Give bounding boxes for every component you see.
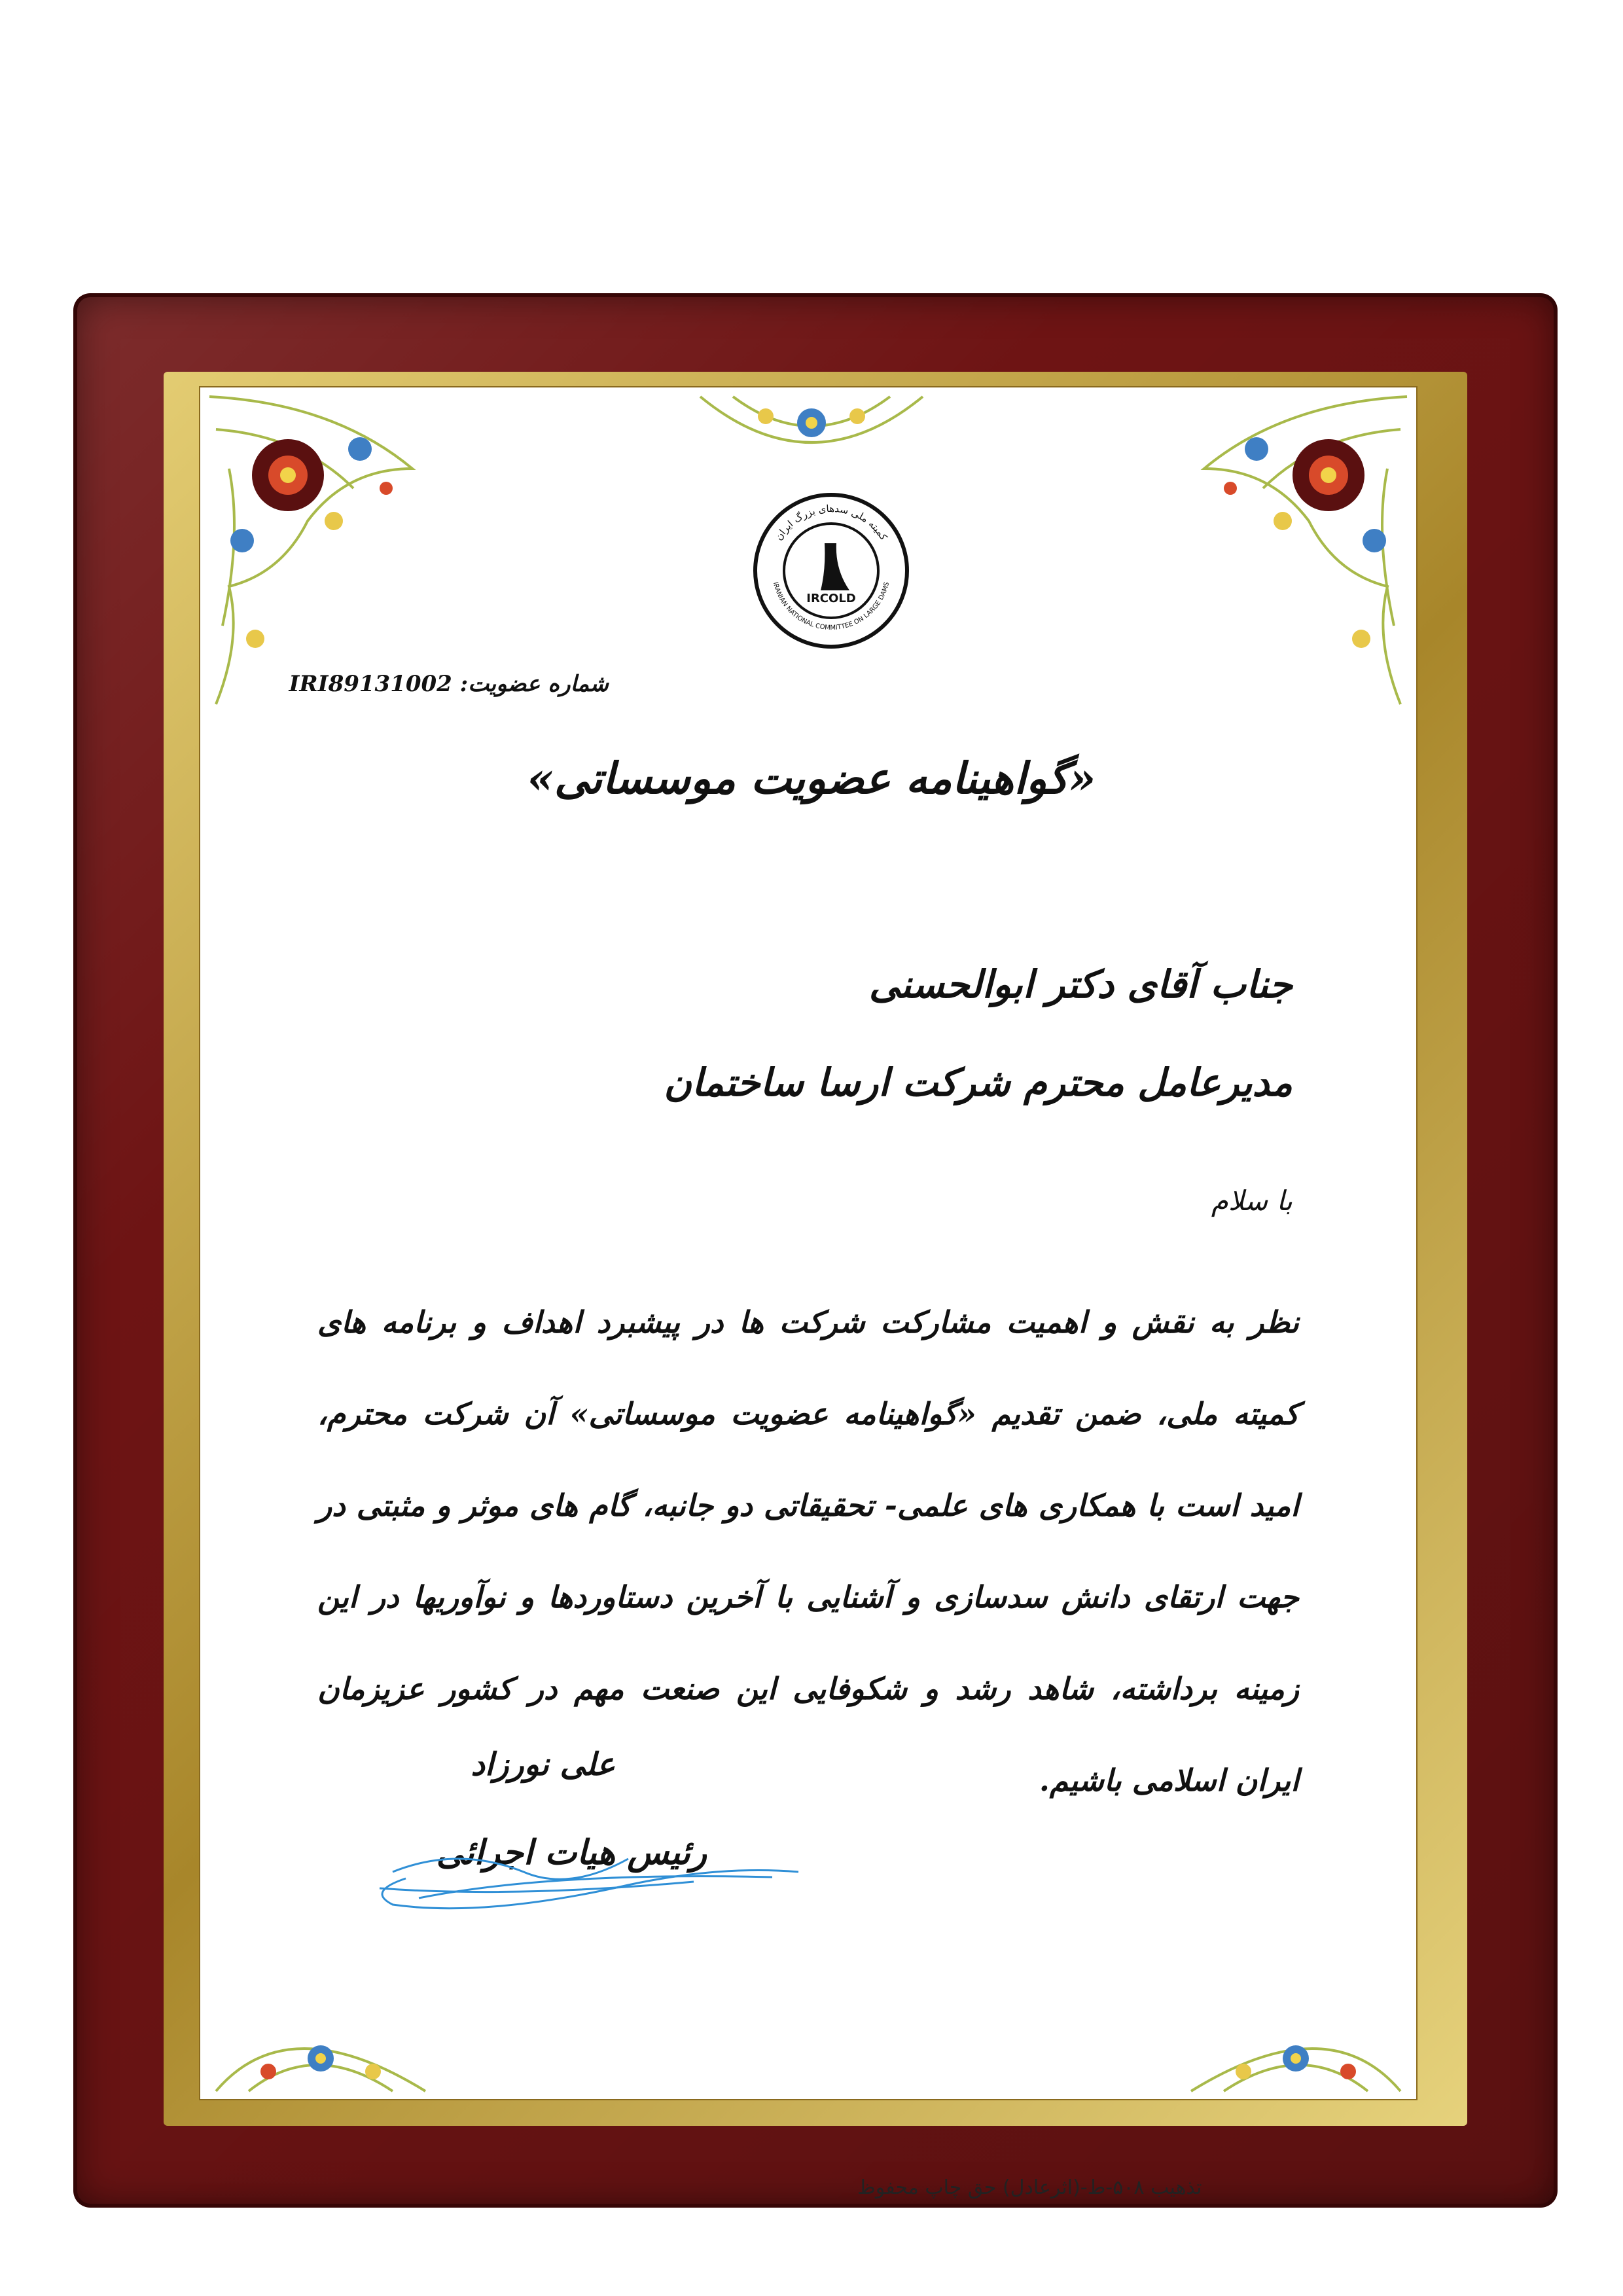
corner-ornament-top-left [203,390,425,717]
signer-name: علی نورزاد [471,1746,615,1783]
logo-arc-text-fa: کمیته ملی سدهای بزرگ ایران [772,502,890,543]
signer-title: رئیس هیات اجرائی [436,1833,707,1873]
recipient-position: مدیرعامل محترم شرکت ارسا ساختمان [664,1060,1293,1105]
logo-label: IRCOLD [806,592,856,605]
greeting: با سلام [1211,1185,1293,1217]
corner-ornament-bottom-left [209,2000,432,2098]
corner-ornament-top-right [1191,390,1414,717]
recipient-name: جناب آقای دکتر ابوالحسنی [868,962,1293,1007]
membership-number: شماره عضویت: IRI89131002 [289,671,609,697]
ircold-logo [753,492,910,649]
certificate-title: «گواهینامه عضویت موسساتی» [527,753,1096,804]
certificate-body: نظر به نقش و اهمیت مشارکت شرکت ها در پیشبرد اهداف و برنامه های کمیته ملی، ضمن تقدیم «گواهینامه عضویت موسساتی» آن شرکت محترم، امید است با همکاری های علمی- تحقیقاتی دو جانبه، گام های موثر و مثبتی در جهت ارتقای دانش سدسازی و آشنایی با آخرین دستاوردها و نوآوریها در این زمینه برداشته، شاهد رشد و شکوفایی این صنعت مهم در کشور عزیزمان ایران اسلامی باشیم. [317,1304,1299,1798]
logo-arc-text-en: IRANIAN NATIONAL COMMITTEE ON LARGE DAMS [771,581,891,632]
print-note: تذهیب ۵۰۸-ط-(اثرعادل) حق چاپ محفوظ [857,2176,1202,2199]
corner-ornament-bottom-right [1185,2000,1407,2098]
top-center-ornament [694,390,929,475]
signature [353,1833,812,1918]
